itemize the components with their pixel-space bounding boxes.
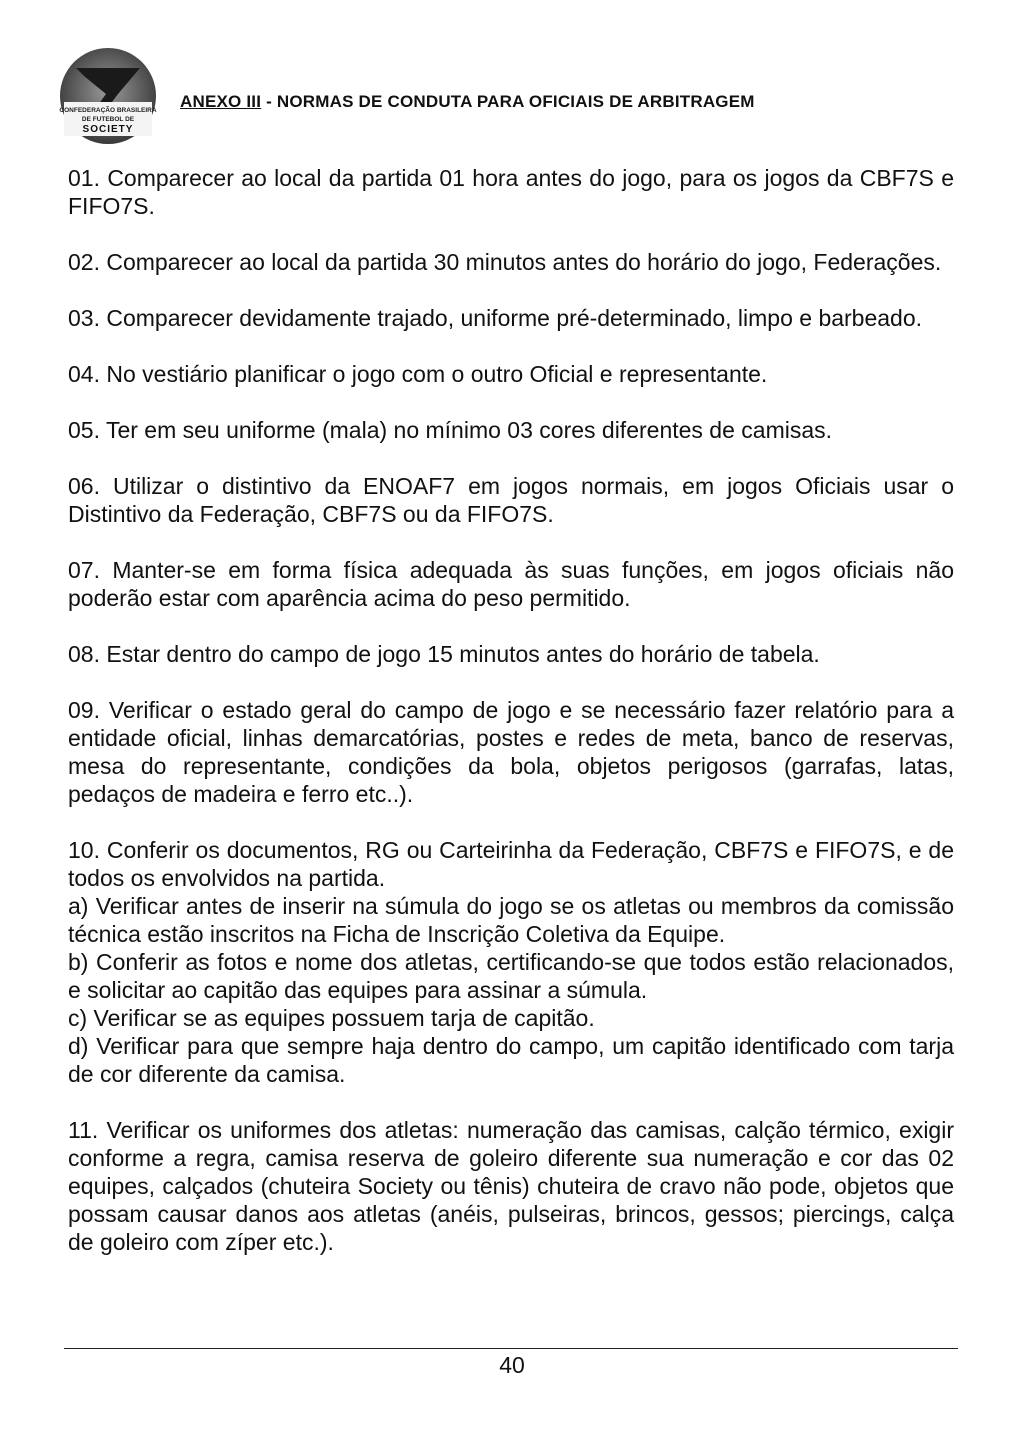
rule-08: 08. Estar dentro do campo de jogo 15 minutos antes do horário de tabela.: [68, 641, 820, 667]
rule-10: 10. Conferir os documentos, RG ou Carteirinha da Federação, CBF7S e FIFO7S, e de todos os envolvidos na partida.: [68, 837, 954, 891]
rule-09: 09. Verificar o estado geral do campo de jogo e se necessário fazer relatório para a entidade oficial, linhas demarcatórias, postes e redes de meta, banco de reservas, mesa do representante, condições da bola, objetos perigosos (garrafas, latas, pedaços de madeira e ferro etc..).: [68, 697, 954, 807]
logo: [58, 46, 158, 146]
logo-line1: CONFEDERAÇÃO BRASILEIRA: [59, 107, 157, 114]
rule-10-a: a) Verificar antes de inserir na súmula do jogo se os atletas ou membros da comissão técnica estão inscritos na Ficha de Inscrição Coletiva da Equipe.: [68, 893, 954, 947]
rule-10-c: c) Verificar se as equipes possuem tarja de capitão.: [68, 1005, 595, 1031]
header-title: - NORMAS DE CONDUTA PARA OFICIAIS DE ARBITRAGEM: [261, 92, 755, 111]
rule-02: 02. Comparecer ao local da partida 30 minutos antes do horário do jogo, Federações.: [68, 249, 942, 275]
footer-divider: [64, 1348, 958, 1349]
rule-05: 05. Ter em seu uniforme (mala) no mínimo 03 cores diferentes de camisas.: [68, 417, 833, 443]
page-header: [180, 92, 755, 112]
rule-10-b: b) Conferir as fotos e nome dos atletas, certificando-se que todos estão relacionados, e solicitar ao capitão das equipes para assinar a súmula.: [68, 949, 954, 1003]
page-number: 40: [499, 1352, 525, 1378]
rule-11: 11. Verificar os uniformes dos atletas: numeração das camisas, calção térmico, exigir conforme a regra, camisa reserva de goleiro diferente sua numeração e cor das 02 equipes, calçados (chuteira Society ou tênis) chuteira de cravo não pode, objetos que possam causar danos aos atletas (anéis, pulseiras, brincos, gessos; piercings, calça de goleiro com zíper etc.).: [68, 1117, 954, 1255]
rule-06: 06. Utilizar o distintivo da ENOAF7 em jogos normais, em jogos Oficiais usar o Distintivo da Federação, CBF7S ou da FIFO7S.: [68, 473, 954, 527]
logo-line3: SOCIETY: [82, 124, 134, 135]
rule-10-d: d) Verificar para que sempre haja dentro do campo, um capitão identificado com tarja de cor diferente da camisa.: [68, 1033, 954, 1087]
logo-line2: DE FUTEBOL DE: [81, 116, 135, 123]
logo-emblem-icon: [58, 46, 158, 146]
document-body: [68, 164, 954, 1256]
rule-07: 07. Manter-se em forma física adequada às suas funções, em jogos oficiais não poderão estar com aparência acima do peso permitido.: [68, 557, 954, 611]
annex-label: ANEXO III: [180, 92, 262, 111]
rule-04: 04. No vestiário planificar o jogo com o outro Oficial e representante.: [68, 361, 768, 387]
rule-03: 03. Comparecer devidamente trajado, uniforme pré-determinado, limpo e barbeado.: [68, 305, 923, 331]
rule-01: 01. Comparecer ao local da partida 01 hora antes do jogo, para os jogos da CBF7S e FIFO7S.: [68, 165, 954, 219]
